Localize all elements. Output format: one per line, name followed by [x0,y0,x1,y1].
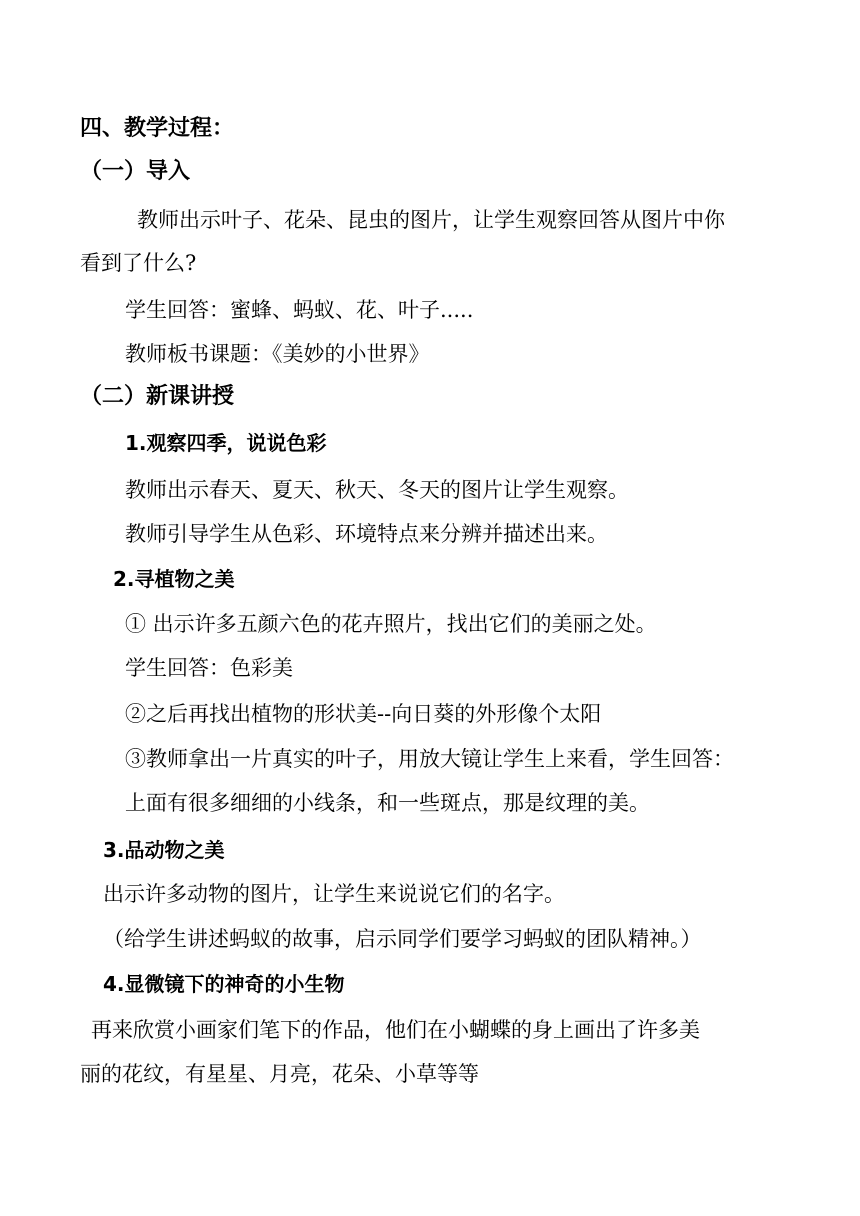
part1-paragraph-line2: 看到了什么? [80,251,197,275]
sub1-heading: 1.观察四季，说说色彩 [125,431,327,455]
sub4-line2: 丽的花纹，有星星、月亮，花朵、小草等等 [80,1062,479,1086]
part1-student-answer: 学生回答：蜜蜂、蚂蚁、花、叶子..... [125,298,474,322]
sub2-answer: 学生回答：色彩美 [125,656,293,680]
sub2-item3-line2: 上面有很多细细的小线条，和一些斑点，那是纹理的美。 [125,791,650,815]
sub3-heading: 3.品动物之美 [103,838,225,862]
sub3-line1: 出示许多动物的图片，让学生来说说它们的名字。 [103,882,565,906]
sub3-line2: （给学生讲述蚂蚁的故事，启示同学们要学习蚂蚁的团队精神。） [103,927,702,951]
section-title: 四、教学过程： [80,116,235,141]
sub2-item2: ②之后再找出植物的形状美--向日葵的外形像个太阳 [125,702,602,726]
sub4-heading: 4.显微镜下的神奇的小生物 [103,972,345,996]
sub1-line1: 教师出示春天、夏天、秋天、冬天的图片让学生观察。 [125,478,629,502]
part1-paragraph-line1: 教师出示叶子、花朵、昆虫的图片，让学生观察回答从图片中你 [137,208,725,232]
part1-heading: （一）导入 [80,159,191,184]
sub1-line2: 教师引导学生从色彩、环境特点来分辨并描述出来。 [125,522,608,546]
sub4-line1: 再来欣赏小画家们笔下的作品，他们在小蝴蝶的身上画出了许多美 [91,1018,700,1042]
part1-board-title: 教师板书课题：《美妙的小世界》 [125,342,430,366]
part2-heading: （二）新课讲授 [80,384,235,409]
sub2-item1: ① 出示许多五颜六色的花卉照片，找出它们的美丽之处。 [125,612,657,636]
sub2-item3-line1: ③教师拿出一片真实的叶子，用放大镜让学生上来看，学生回答： [125,747,734,771]
sub2-heading: 2.寻植物之美 [113,567,235,591]
